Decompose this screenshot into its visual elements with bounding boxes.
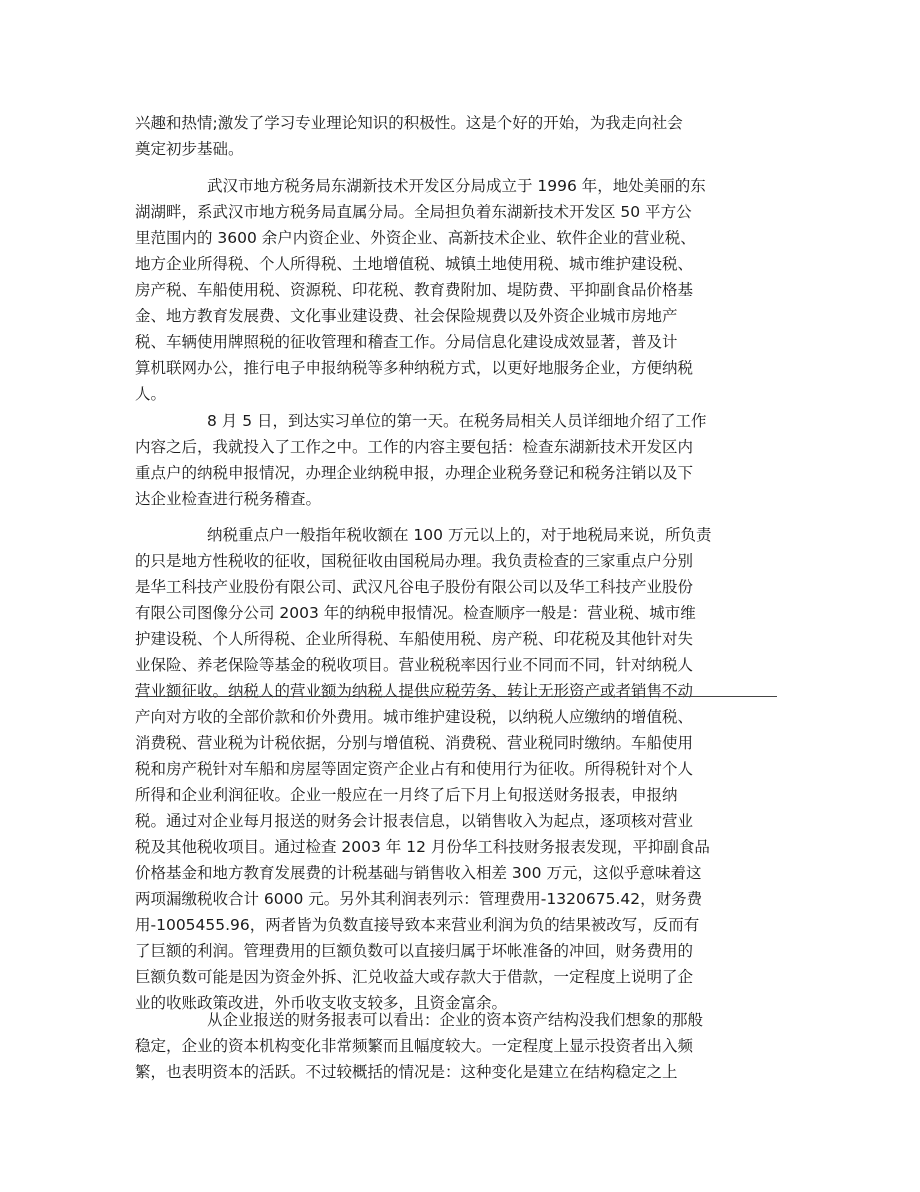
text-line: 所得和企业利润征收。企业一般应在一月终了后下月上旬报送财务报表，申报纳 xyxy=(135,786,678,804)
paragraph-1 xyxy=(135,110,775,162)
text-line: 营业额征收。纳税人的营业额为纳税人提供应税劳务、转让无形资产或者销售不动 xyxy=(135,682,694,700)
text-line: 税。通过对企业每月报送的财务会计报表信息，以销售收入为起点，逐项核对营业 xyxy=(135,812,694,830)
text-line: 产向对方收的全部价款和价外费用。城市维护建设税，以纳税人应缴纳的增值税、 xyxy=(135,708,694,726)
text-line: 重点户的纳税申报情况，办理企业纳税申报，办理企业税务登记和税务注销以及下 xyxy=(135,464,694,482)
page-break-rule xyxy=(135,696,777,697)
text-line: 税、车辆使用牌照税的征收管理和稽查工作。分局信息化建设成效显著，普及计 xyxy=(135,333,678,351)
text-line: 巨额负数可能是因为资金外拆、汇兑收益大或存款大于借款，一定程度上说明了企 xyxy=(135,968,694,986)
text-line: 价格基金和地方教育发展费的计税基础与销售收入相差 300 万元，这似乎意味着这 xyxy=(135,864,702,882)
text-line: 是华工科技产业股份有限公司、武汉凡谷电子股份有限公司以及华工科技产业股份 xyxy=(135,578,694,596)
text-line: 里范围内的 3600 余户内资企业、外资企业、高新技术企业、软件企业的营业税、 xyxy=(135,229,696,247)
text-line: 地方企业所得税、个人所得税、土地增值税、城镇土地使用税、城市维护建设税、 xyxy=(135,255,694,273)
paragraph-3 xyxy=(135,408,775,512)
text-line: 从企业报送的财务报表可以看出：企业的资本资产结构没我们想象的那般 xyxy=(207,1011,704,1029)
text-line: 8 月 5 日，到达实习单位的第一天。在税务局相关人员详细地介绍了工作 xyxy=(207,412,707,430)
text-line: 湖湖畔，系武汉市地方税务局直属分局。全局担负着东湖新技术开发区 50 平方公 xyxy=(135,203,692,221)
text-line: 税和房产税针对车船和房屋等固定资产企业占有和使用行为征收。所得税针对个人 xyxy=(135,760,694,778)
paragraph-5 xyxy=(135,1007,775,1085)
text-line: 两项漏缴税收合计 6000 元。另外其利润表列示：管理费用-1320675.42，财务费 xyxy=(135,890,703,908)
text-line: 护建设税、个人所得税、企业所得税、车船使用税、房产税、印花税及其他针对失 xyxy=(135,630,694,648)
text-line: 武汉市地方税务局东湖新技术开发区分局成立于 1996 年，地处美丽的东 xyxy=(207,177,706,195)
text-line: 纳税重点户一般指年税收额在 100 万元以上的，对于地税局来说，所负责 xyxy=(207,526,712,544)
text-line: 繁，也表明资本的活跃。不过较概括的情况是：这种变化是建立在结构稳定之上 xyxy=(135,1063,678,1081)
text-line: 奠定初步基础。 xyxy=(135,140,244,158)
paragraph-2 xyxy=(135,173,775,407)
text-line: 税及其他税收项目。通过检查 2003 年 12 月份华工科技财务报表发现，平抑副食品 xyxy=(135,838,710,856)
text-line: 有限公司图像分公司 2003 年的纳税申报情况。检查顺序一般是：营业税、城市维 xyxy=(135,604,696,622)
text-line: 兴趣和热情;激发了学习专业理论知识的积极性。这是个好的开始，为我走向社会 xyxy=(135,114,683,132)
text-line: 用-1005455.96，两者皆为负数直接导致本来营业利润为负的结果被改写，反而有 xyxy=(135,916,700,934)
text-line: 稳定，企业的资本机构变化非常频繁而且幅度较大。一定程度上显示投资者出入频 xyxy=(135,1037,694,1055)
text-line: 业保险、养老保险等基金的税收项目。营业税税率因行业不同而不同，针对纳税人 xyxy=(135,656,694,674)
text-line: 金、地方教育发展费、文化事业建设费、社会保险规费以及外资企业城市房地产 xyxy=(135,307,678,325)
text-line: 了巨额的利润。管理费用的巨额负数可以直接归属于坏帐准备的冲回，财务费用的 xyxy=(135,942,694,960)
text-line: 的只是地方性税收的征收，国税征收由国税局办理。我负责检查的三家重点户分别 xyxy=(135,552,694,570)
text-line: 消费税、营业税为计税依据，分别与增值税、消费税、营业税同时缴纳。车船使用 xyxy=(135,734,694,752)
text-line: 内容之后，我就投入了工作之中。工作的内容主要包括：检查东湖新技术开发区内 xyxy=(135,438,694,456)
text-line: 算机联网办公，推行电子申报纳税等多种纳税方式，以更好地服务企业，方便纳税 xyxy=(135,359,694,377)
text-line: 人。 xyxy=(135,385,167,403)
text-line: 业的收账政策改进，外币收支收支较多，且资金富余。 xyxy=(135,994,508,1012)
text-line: 房产税、车船使用税、资源税、印花税、教育费附加、堤防费、平抑副食品价格基 xyxy=(135,281,694,299)
text-line: 达企业检查进行税务稽查。 xyxy=(135,490,322,508)
paragraph-4 xyxy=(135,522,775,1016)
